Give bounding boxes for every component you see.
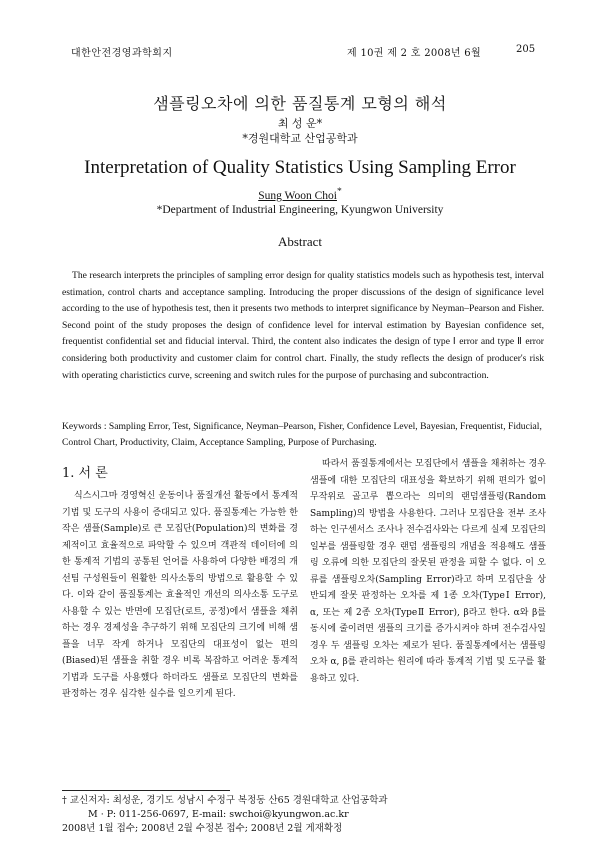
footnote-corresponding-author: † 교신저자: 최성운, 경기도 성남시 수정구 복정동 산65 경원대학교 산업공학과 (62, 795, 388, 806)
footnote (62, 794, 544, 835)
title-korean: 샘플링오차에 의한 품질통계 모형의 해석 (153, 94, 447, 113)
page-number: 205 (516, 44, 536, 55)
keywords (62, 419, 544, 451)
journal-name: 대한안전경영과학회지 (71, 48, 173, 59)
title-english: Interpretation of Quality Statistics Using Sampling Error (84, 157, 516, 178)
section-heading-intro: 1. 서 론 (62, 466, 108, 481)
author-mark: * (336, 186, 342, 197)
running-header (0, 44, 600, 58)
footnote-dates: 2008년 1월 접수; 2008년 2월 수정본 접수; 2008년 2월 게재확정 (62, 822, 343, 834)
intro-right-column: 따라서 품질통계에서는 모집단에서 샘플을 채취하는 경우 샘플에 대한 모집단의 대표성을 확보하기 위해 편의가 없이 무작위로 골고루 뽑으라는 의미의 랜덤샘플링(Random Sampling)의 방법을 사용한다. 그러나 모집단을 전부 조사하는 인구센서스 조사나 전수검사와는 다르게 실제 모집단의 일부를 샘플링할 경우 랜덤 샘플링의 개념을 적용해도 샘플링 오류에 의한 모집단의 잘못된 판정을 피할 수 없다. 이 오류를 샘플링오차(Sampling Error)라고 하며 모집단을 상반되게 잘못 판정하는 오차를 제 1종 오차(TypeⅠ Error), α, 또는 제 2종 오차(TypeⅡ Error), β라고 한다. α와 β를 동시에 줄이려면 샘플의 크기를 증가시켜야 하며 전수검사일 경우 두 샘플링 오차는 제로가 된다. 품질통계에서는 샘플링오차 α, β를 관리하는 원리에 따라 통계적 기법 및 도구를 활용하고 있다. (310, 459, 546, 684)
footnote-rule (62, 790, 230, 791)
author-english-name: Sung Woon Choi (258, 189, 337, 202)
keywords-list: Sampling Error, Test, Significance, Neyman–Pearson, Fisher, Confidence Level, Bayesian, Frequentist, Fiducial, Control Chart, Productivity, Claim, Acceptance Sampling, Purpose of Purchasing. (62, 421, 542, 448)
abstract-body: The research interprets the principles of sampling error design for quality statistics models such as hypothesis test, interval estimation, control charts and acceptance sampling. Introducing the proper discussions of the design of significance level according to the use of hypothesis test, then it presents two methods to interpret significance by Neyman–Pearson and Fisher. Second point of the study proposes the design of confidence level for interval estimation by Bayesian confidence set, frequentist confidential set and fiducial interval. Third, the content also indicates the design of type Ⅰ error and type Ⅱ error considering both productivity and customer claim for control chart. Finally, the study reflects the design of producer's risk with operating charistictics curve, screening and switch rules for the purpose of purchasing and subcontraction. (62, 270, 544, 381)
affiliation-korean: *경원대학교 산업공학과 (242, 132, 358, 145)
abstract-heading: Abstract (277, 234, 323, 249)
issue-info: 제 10권 제 2 호 2008년 6월 (347, 48, 481, 59)
author-korean: 최 성 운* (277, 117, 323, 130)
author-english (0, 186, 600, 202)
footnote-contact: M · P: 011-256-0697, E-mail: swchoi@kyungwon.ac.kr (88, 808, 349, 820)
keywords-label: Keywords : (62, 421, 109, 432)
affiliation-english: *Department of Industrial Engineering, Kyungwon University (156, 204, 444, 216)
intro-left-column: 식스시그마 경영혁신 운동이나 품질개선 활동에서 통계적 기법 및 도구의 사용이 증대되고 있다. 품질통계는 가능한 한 작은 샘플(Sample)로 큰 모집단(Population)의 변화를 경제적이고 효율적으로 파악할 수 있으며 객관적 데이터에 의한 통계적 기법의 공통된 언어를 사용하여 다양한 배경의 개선팀 구성원들이 원활한 의사소통의 방법으로 활용할 수 있다. 이와 같이 품질통계는 효율적인 개선의 의사소통 도구로 사용할 수 있는 반면에 모집단(로트, 공정)에서 샘플을 채취하는 경우 경제성을 추구하기 위해 모집단의 크기에 비해 샘플을 너무 작게 하거나 모집단의 대표성이 없는 편의(Biased)된 샘플을 취할 경우 비록 복잡하고 어려운 통계적 기법과 도구를 사용했다 하더라도 샘플로 모집단의 변화를 판정하는 경우 심각한 실수를 일으키게 된다. (62, 491, 298, 699)
